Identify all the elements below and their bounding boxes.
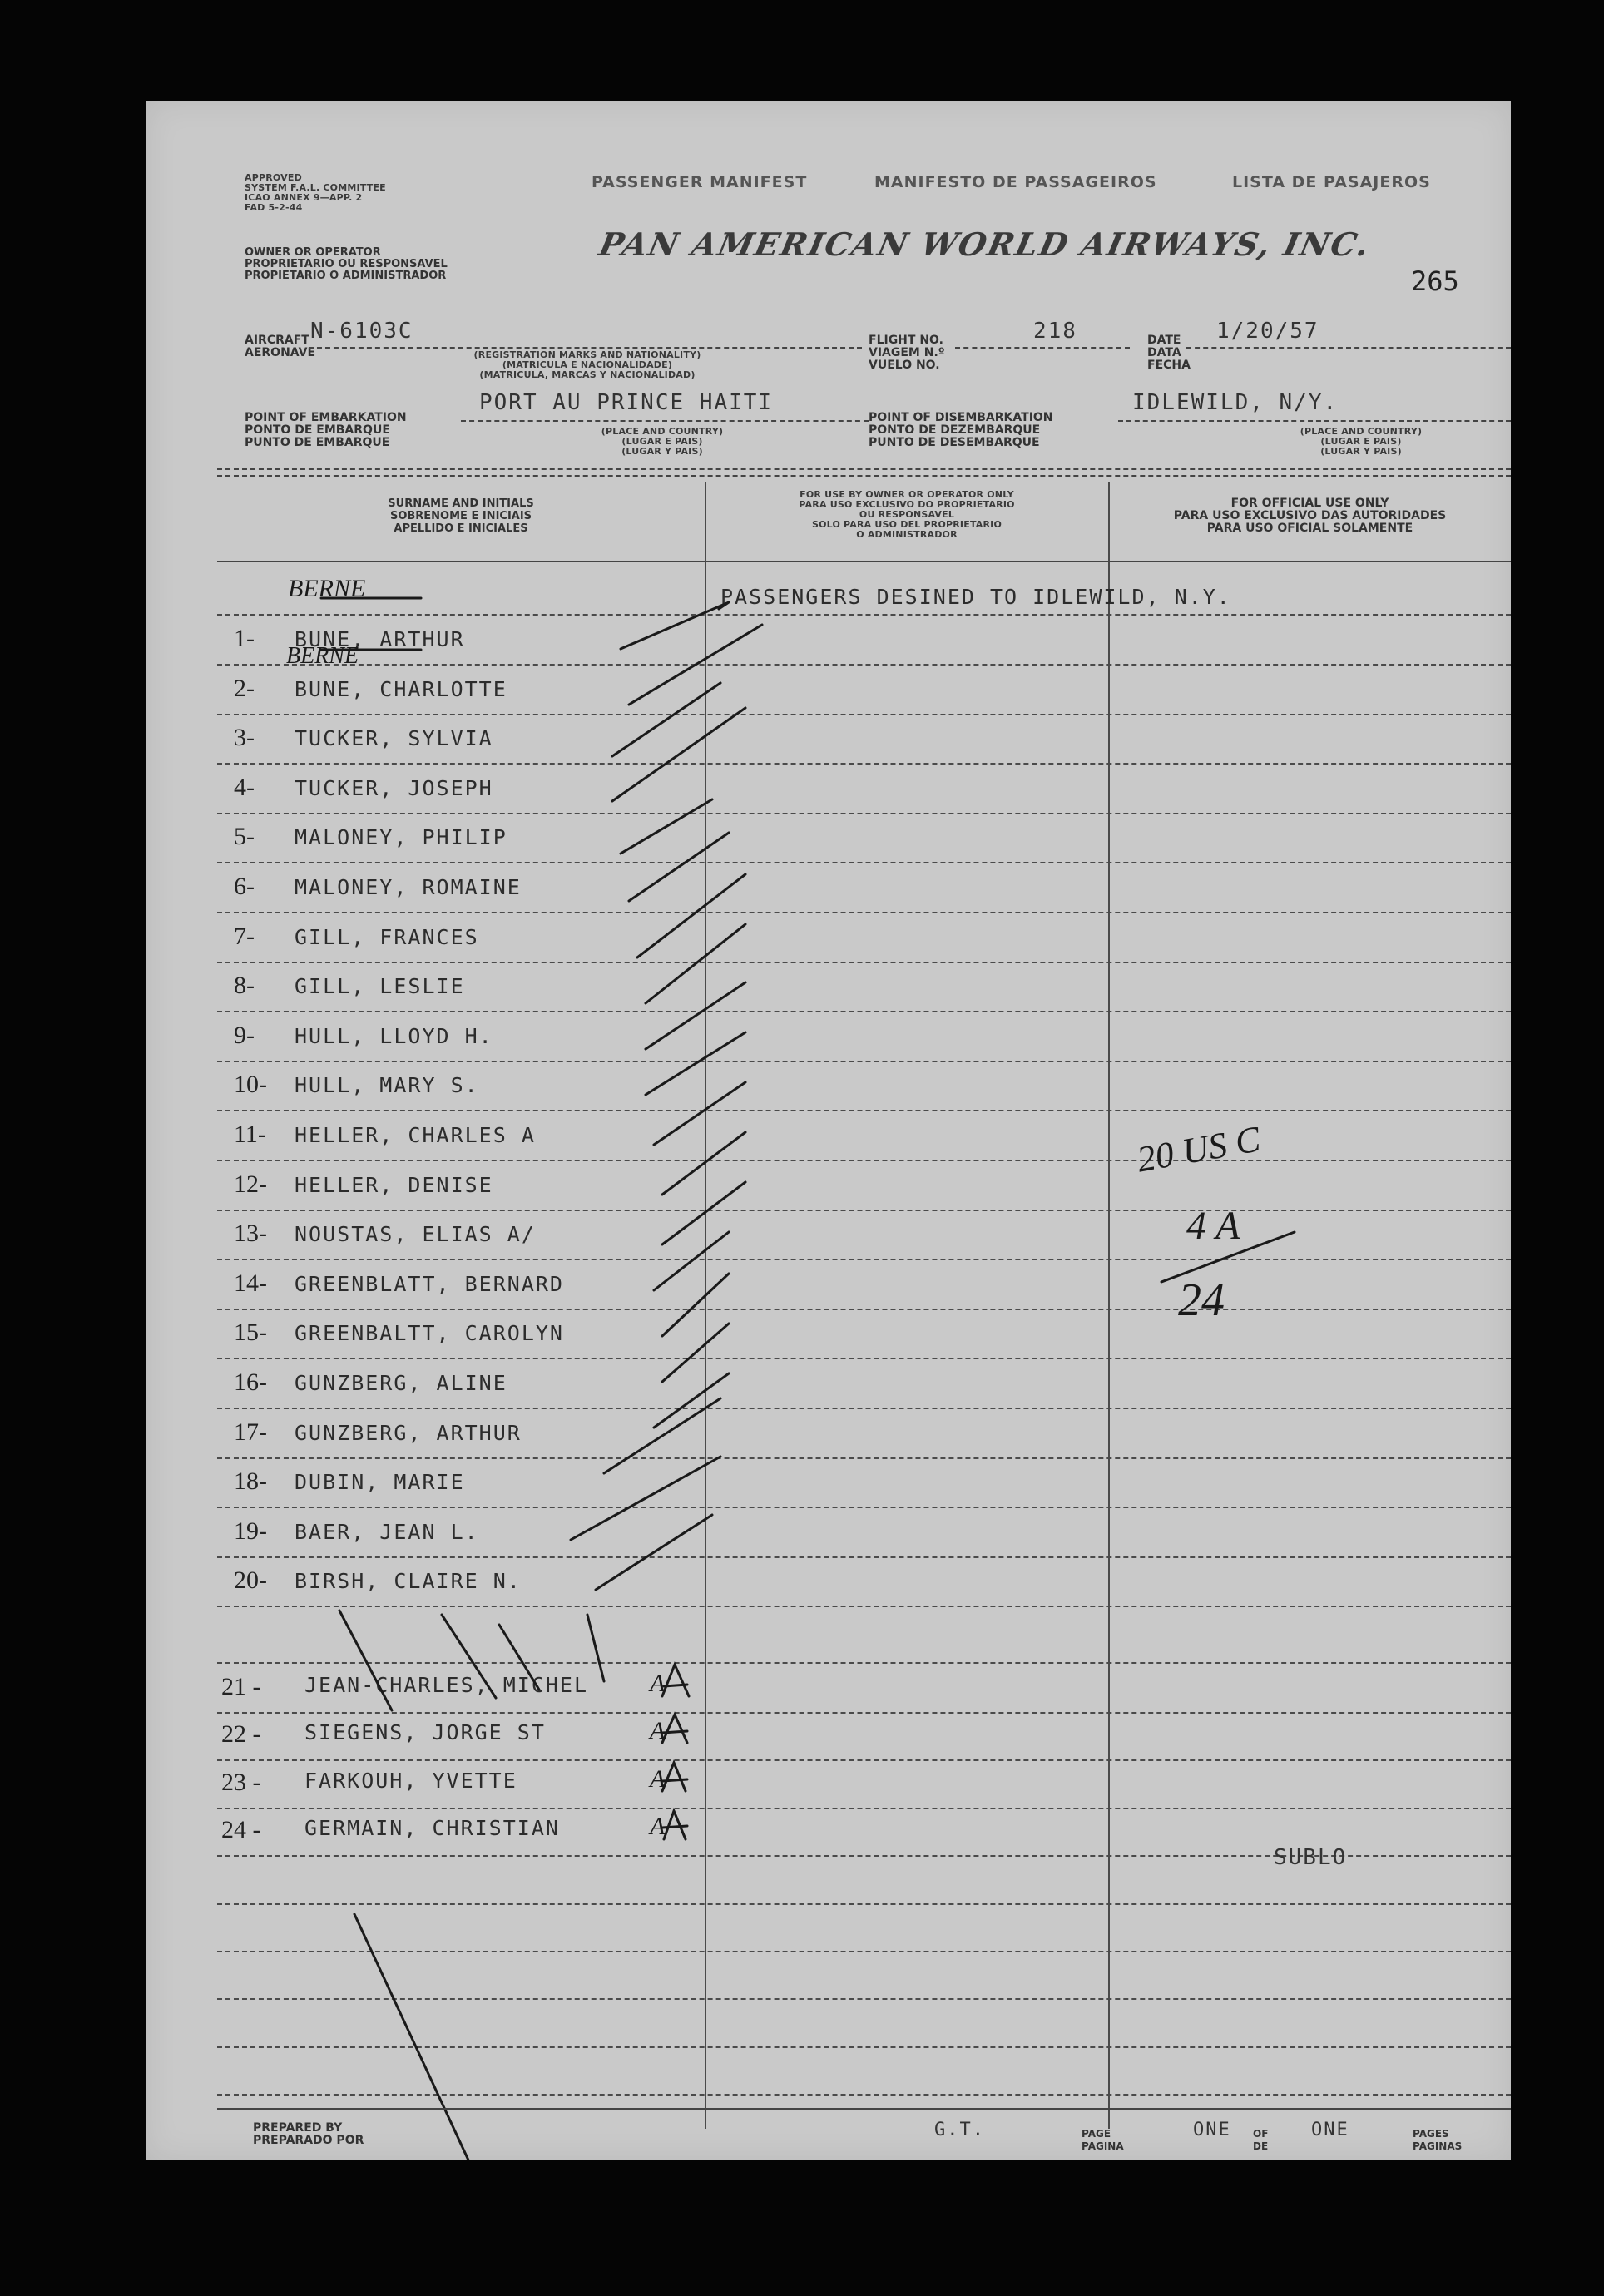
row-number: 6- [234,873,255,900]
row-number: 15- [234,1319,267,1347]
passenger-name: GREENBALTT, CAROLYN [295,1321,564,1346]
embarkation-sub-line: (LUGAR Y PAIS) [621,446,703,457]
a-mark [662,1665,689,1696]
disembarkation-label-line: POINT OF DISEMBARKATION [869,411,1053,424]
owner-label-line: PROPRIETARIO OU RESPONSAVEL [245,258,448,270]
embarkation-label-line: PONTO DE EMBARQUE [245,423,390,437]
row-number: 18- [234,1467,267,1496]
col-head-line: PARA USO EXCLUSIVO DAS AUTORIDADES [1173,509,1447,522]
handwritten-correction: BERNE [288,575,366,602]
pages-label [1413,2128,1462,2153]
col-head-line: FOR USE BY OWNER OR OPERATOR ONLY [800,489,1014,500]
handwritten-correction: BERNE [286,643,359,669]
col-head-line: SOBRENOME E INICIAIS [389,510,532,522]
handwritten-mark: A [650,1765,666,1793]
passenger-name: JEAN-CHARLES, MICHEL [304,1673,589,1697]
tally-line [1161,1232,1295,1282]
aircraft-label-line: AERONAVE [245,346,316,359]
col-head-line: SOLO PARA USO DEL PROPRIETARIO [811,519,1002,530]
passenger-name: DUBIN, MARIE [295,1470,465,1495]
row-number: 8- [234,972,255,1000]
disembarkation-label-line: PONTO DE DEZEMBARQUE [869,423,1041,437]
a-mark [662,1811,687,1839]
passenger-name: GILL, LESLIE [295,974,465,999]
handwriting-strokes [146,101,1511,2160]
embarkation-sub-line: (PLACE AND COUNTRY) [601,426,724,437]
passenger-name: BIRSH, CLAIRE N. [295,1569,522,1594]
approval-line: FAD 5-2-44 [245,202,303,213]
handwritten-tally: 20 US C [1133,1118,1264,1180]
airline-name: PAN AMERICAN WORLD AIRWAYS, INC. [596,225,1374,263]
aircraft-sub-line: (MATRICULA E NACIONALIDADE) [502,359,673,370]
page-label-line: PAGINA [1082,2140,1124,2152]
row-number: 21 - [221,1673,261,1700]
aircraft-label-line: AIRCRAFT [245,334,309,347]
check-mark [637,874,745,957]
prepared-by-label [253,2122,364,2147]
owner-label-line: OWNER OR OPERATOR [245,246,381,259]
handwritten-mark: A [650,1670,666,1697]
title-pt: MANIFESTO DE PASSAGEIROS [874,173,1157,191]
row-number: 19- [234,1517,267,1545]
aircraft-value: N-6103C [310,319,413,344]
row-number: 24 - [221,1816,261,1843]
check-mark [612,708,745,801]
passenger-name: HELLER, CHARLES A [295,1123,536,1147]
passenger-name: BUNE, ARTHUR [295,627,465,651]
passenger-name: MALONEY, PHILIP [295,825,507,850]
check-mark [662,1132,745,1195]
check-mark [646,1032,745,1095]
col-head-line: OU RESPONSAVEL [859,509,955,520]
passenger-name: GUNZBERG, ARTHUR [295,1420,522,1445]
handwritten-mark: A [650,1717,666,1744]
of-label-line: OF [1253,2128,1269,2140]
row-number: 1- [234,625,255,652]
disembarkation-sub-line: (LUGAR Y PAIS) [1320,446,1402,457]
sublo-note: SUBLO [1274,1845,1348,1870]
handwritten-tally: 24 [1178,1274,1225,1326]
col-head-line: PARA USO OFICIAL SOLAMENTE [1206,522,1413,535]
flight-value: 218 [1033,319,1077,344]
of-label-line: DE [1253,2140,1269,2152]
row-number: 4- [234,773,255,801]
embarkation-label-line: POINT OF EMBARKATION [245,411,407,424]
passenger-name: MALONEY, ROMAINE [295,875,522,899]
prepared-initials: G.T. [934,2120,985,2140]
date-label-line: FECHA [1147,359,1191,372]
row-number: 2- [234,674,255,702]
passenger-name: BUNE, CHARLOTTE [295,676,507,701]
col-head-line: APELLIDO E INICIALES [394,522,528,535]
col-head-line: SURNAME AND INITIALS [388,497,534,510]
passenger-name: GREENBLATT, BERNARD [295,1271,564,1296]
destination-note: PASSENGERS DESINED TO IDLEWILD, N.Y. [720,585,1231,609]
row-number: 17- [234,1418,267,1446]
check-mark [604,1398,720,1473]
pages-label-line: PAGES [1413,2128,1449,2140]
date-value: 1/20/57 [1216,319,1319,344]
date-label-line: DATE [1147,334,1181,347]
check-mark [662,1324,729,1382]
a-mark [662,1715,687,1743]
row-number: 10- [234,1071,267,1099]
col-head-line: FOR OFFICIAL USE ONLY [1230,497,1389,510]
row-number: 14- [234,1269,267,1297]
approval-line: APPROVED [245,172,302,183]
passenger-name: HULL, MARY S. [295,1073,479,1098]
passenger-name: TUCKER, JOSEPH [295,775,493,800]
title-en: PASSENGER MANIFEST [592,173,808,191]
page-label-line: PAGE [1082,2128,1111,2140]
check-mark [621,602,729,649]
passenger-name: TUCKER, SYLVIA [295,726,493,751]
diagonal-line [442,1615,496,1698]
a-mark [662,1763,687,1791]
check-mark [571,1457,720,1540]
check-mark [621,799,712,854]
row-number: 20- [234,1566,267,1595]
of-label [1253,2128,1268,2153]
diagonal-line [499,1625,539,1690]
row-number: 22 - [221,1720,261,1748]
aircraft-sub-line: (MATRICULA, MARCAS Y NACIONALIDAD) [479,369,696,380]
row-number: 23 - [221,1769,261,1796]
passenger-name: HELLER, DENISE [295,1172,493,1197]
disembarkation-sub-line: (PLACE AND COUNTRY) [1300,426,1423,437]
row-number: 7- [234,922,255,950]
page-number: 265 [1411,265,1459,297]
check-mark [596,1515,712,1590]
manifest-paper [146,101,1511,2160]
footer-rule [217,2108,1511,2110]
row-number: 5- [234,823,255,851]
diagonal-line [587,1615,604,1681]
check-mark [654,1082,745,1145]
page-value: ONE [1193,2120,1231,2140]
disembarkation-sub-line: (LUGAR E PAIS) [1320,436,1402,447]
row-number: 9- [234,1021,255,1049]
disembarkation-label-line: PUNTO DE DESEMBARQUE [869,436,1040,449]
row-number: 16- [234,1368,267,1396]
prepared-line: PREPARED BY [253,2121,343,2135]
flight-label-line: VIAGEM N.º [869,346,945,359]
passenger-name: FARKOUH, YVETTE [304,1769,517,1793]
row-number: 3- [234,724,255,752]
passenger-name: NOUSTAS, ELIAS A/ [295,1222,536,1247]
owner-label-line: PROPIETARIO O ADMINISTRADOR [245,270,447,282]
page-label [1082,2128,1124,2153]
passenger-name: HULL, LLOYD H. [295,1023,493,1048]
approval-line: SYSTEM F.A.L. COMMITTEE [245,182,386,193]
flight-label-line: FLIGHT NO. [869,334,943,347]
title-es: LISTA DE PASAJEROS [1232,173,1431,191]
check-mark [654,1232,729,1290]
passenger-name: GERMAIN, CHRISTIAN [304,1816,560,1840]
aircraft-sub-line: (REGISTRATION MARKS AND NATIONALITY) [473,349,701,360]
flight-label-line: VUELO NO. [869,359,940,372]
embarkation-sub-line: (LUGAR E PAIS) [621,436,703,447]
diagonal-line [339,1611,392,1710]
prepared-line: PREPARADO POR [253,2134,364,2147]
passenger-name: GUNZBERG, ALINE [295,1371,507,1395]
col-head-line: O ADMINISTRADOR [856,529,958,540]
check-mark [662,1274,729,1336]
passenger-name: SIEGENS, JORGE ST [304,1720,546,1744]
row-number: 13- [234,1220,267,1248]
row-number: 12- [234,1170,267,1198]
embarkation-label-line: PUNTO DE EMBARQUE [245,436,390,449]
col-head-line: PARA USO EXCLUSIVO DO PROPRIETARIO [799,499,1015,510]
check-mark [612,683,720,756]
approval-line: ICAO ANNEX 9—APP. 2 [245,192,363,203]
handwritten-tally: 4 A [1186,1204,1240,1248]
passenger-name: BAER, JEAN L. [295,1519,479,1544]
check-mark [629,833,729,901]
handwritten-mark: A [650,1813,666,1840]
check-mark [662,1182,745,1244]
passenger-name: GILL, FRANCES [295,924,479,949]
row-number: 11- [234,1121,266,1148]
date-label-line: DATA [1147,346,1181,359]
of-value: ONE [1311,2120,1349,2140]
diagonal-line [354,1914,512,2160]
embarkation-value: PORT AU PRINCE HAITI [479,390,774,415]
disembarkation-value: IDLEWILD, N/Y. [1132,390,1339,415]
pages-label-line: PAGINAS [1413,2140,1463,2152]
